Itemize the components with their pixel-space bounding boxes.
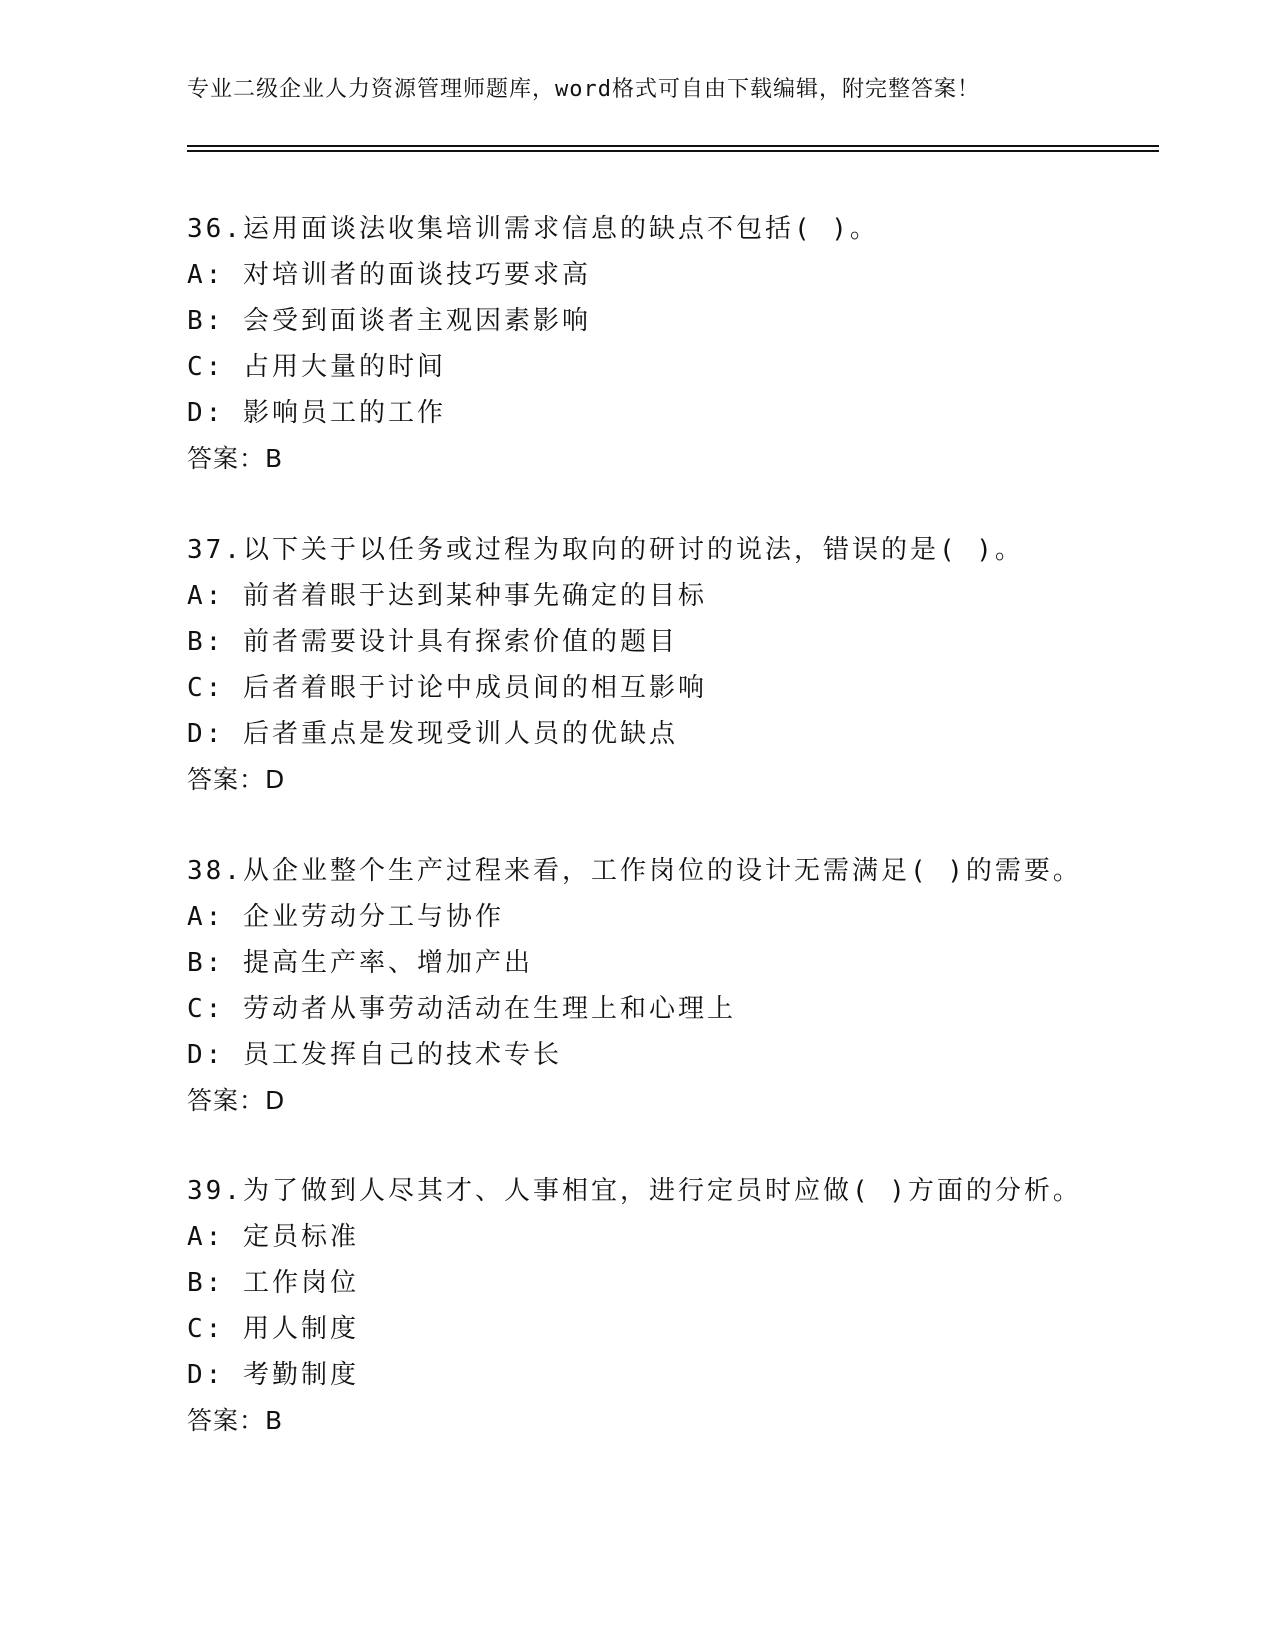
question-stem: 37.以下关于以任务或过程为取向的研讨的说法，错误的是( )。 bbox=[187, 535, 1024, 565]
option-b: B: 提高生产率、增加产出 bbox=[187, 948, 533, 978]
option-c: C: 占用大量的时间 bbox=[187, 352, 446, 382]
option-a: A: 定员标准 bbox=[187, 1222, 359, 1252]
header-divider-bottom bbox=[187, 150, 1159, 152]
answer: 答案：B bbox=[187, 1406, 284, 1435]
answer: 答案：D bbox=[187, 765, 286, 794]
option-a: A: 对培训者的面谈技巧要求高 bbox=[187, 260, 591, 290]
option-c: C: 后者着眼于讨论中成员间的相互影响 bbox=[187, 673, 707, 703]
question-stem: 38.从企业整个生产过程来看，工作岗位的设计无需满足( )的需要。 bbox=[187, 856, 1082, 886]
option-d: D: 员工发挥自己的技术专长 bbox=[187, 1040, 562, 1070]
option-a: A: 企业劳动分工与协作 bbox=[187, 902, 504, 932]
option-d: D: 考勤制度 bbox=[187, 1360, 359, 1390]
option-b: B: 工作岗位 bbox=[187, 1268, 359, 1298]
question-37 bbox=[187, 527, 1167, 803]
page-header: 专业二级企业人力资源管理师题库，word格式可自由下载编辑，附完整答案！ bbox=[187, 77, 980, 102]
option-d: D: 影响员工的工作 bbox=[187, 398, 446, 428]
answer: 答案：B bbox=[187, 444, 284, 473]
option-b: B: 前者需要设计具有探索价值的题目 bbox=[187, 627, 678, 657]
question-38 bbox=[187, 848, 1167, 1124]
question-stem: 36.运用面谈法收集培训需求信息的缺点不包括( )。 bbox=[187, 214, 879, 244]
question-36 bbox=[187, 206, 1167, 482]
option-c: C: 劳动者从事劳动活动在生理上和心理上 bbox=[187, 994, 736, 1024]
option-b: B: 会受到面谈者主观因素影响 bbox=[187, 306, 591, 336]
option-c: C: 用人制度 bbox=[187, 1314, 359, 1344]
question-stem: 39.为了做到人尽其才、人事相宜，进行定员时应做( )方面的分析。 bbox=[187, 1176, 1082, 1206]
header-divider-top bbox=[187, 145, 1159, 147]
option-d: D: 后者重点是发现受训人员的优缺点 bbox=[187, 719, 678, 749]
option-a: A: 前者着眼于达到某种事先确定的目标 bbox=[187, 581, 707, 611]
answer: 答案：D bbox=[187, 1086, 286, 1115]
question-39 bbox=[187, 1168, 1167, 1444]
